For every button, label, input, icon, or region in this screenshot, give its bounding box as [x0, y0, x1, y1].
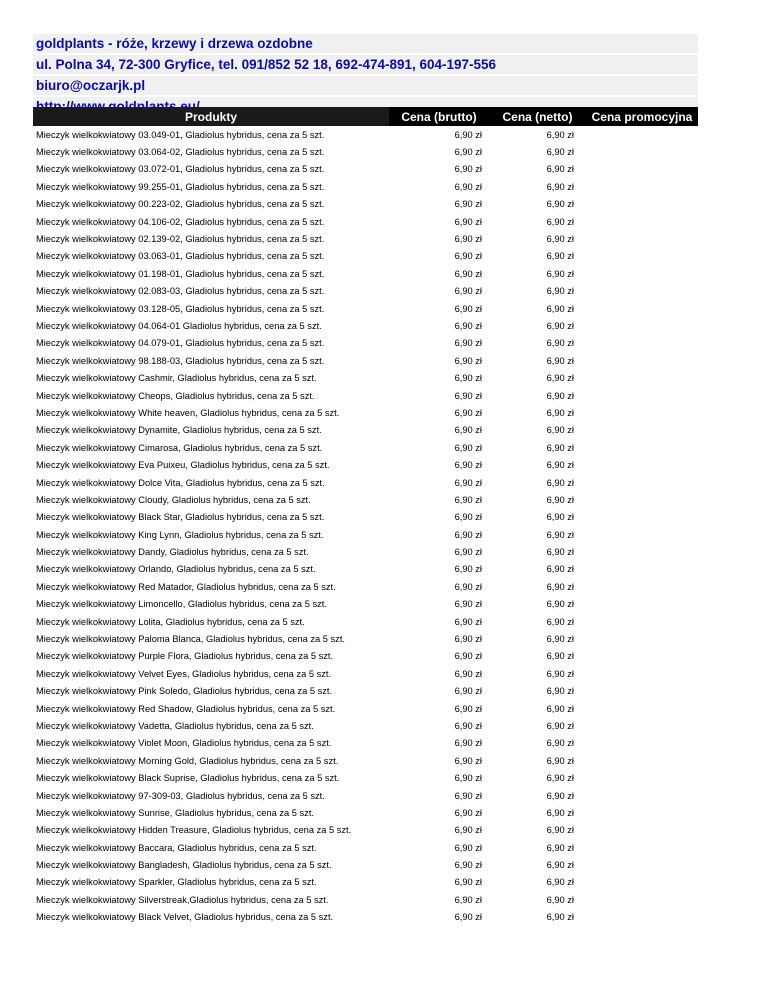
net-price-cell: 6,90 zł	[546, 216, 574, 227]
promo-price-cell	[586, 683, 698, 700]
net-price-cell: 6,90 zł	[546, 355, 574, 366]
promo-price-cell	[586, 856, 698, 873]
table-row	[33, 404, 698, 421]
net-price-cell: 6,90 zł	[546, 912, 574, 923]
table-row	[33, 352, 698, 369]
product-name-cell: Mieczyk wielkokwiatowy Hidden Treasure, Gladiolus hybridus, cena za 5 szt.	[36, 825, 352, 836]
product-name-cell: Mieczyk wielkokwiatowy 03.049-01, Gladiolus hybridus, cena za 5 szt.	[36, 129, 325, 140]
table-row	[33, 839, 698, 856]
product-name-cell: Mieczyk wielkokwiatowy Vadetta, Gladiolus hybridus, cena za 5 szt.	[36, 720, 314, 731]
column-header-net-price: Cena (netto)	[489, 107, 586, 126]
promo-price-cell	[586, 404, 698, 421]
promo-price-cell	[586, 422, 698, 439]
gross-price-cell: 6,90 zł	[454, 147, 482, 158]
net-price-cell: 6,90 zł	[546, 494, 574, 505]
net-price-cell: 6,90 zł	[546, 320, 574, 331]
table-row	[33, 196, 698, 213]
net-price-cell: 6,90 zł	[546, 790, 574, 801]
product-name-cell: Mieczyk wielkokwiatowy Dolce Vita, Gladiolus hybridus, cena za 5 szt.	[36, 477, 325, 488]
table-row	[33, 335, 698, 352]
net-price-cell: 6,90 zł	[546, 407, 574, 418]
net-price-cell: 6,90 zł	[546, 668, 574, 679]
table-row	[33, 317, 698, 334]
promo-price-cell	[586, 561, 698, 578]
promo-price-cell	[586, 578, 698, 595]
gross-price-cell: 6,90 zł	[454, 807, 482, 818]
promo-price-cell	[586, 387, 698, 404]
net-price-cell: 6,90 zł	[546, 268, 574, 279]
net-price-cell: 6,90 zł	[546, 755, 574, 766]
product-name-cell: Mieczyk wielkokwiatowy Cheops, Gladiolus hybridus, cena za 5 szt.	[36, 390, 315, 401]
net-price-cell: 6,90 zł	[546, 477, 574, 488]
gross-price-cell: 6,90 zł	[454, 512, 482, 523]
product-name-cell: Mieczyk wielkokwiatowy Violet Moon, Gladiolus hybridus, cena za 5 szt.	[36, 738, 332, 749]
header-block	[33, 34, 698, 118]
gross-price-cell: 6,90 zł	[454, 651, 482, 662]
table-row	[33, 526, 698, 543]
promo-price-cell	[586, 630, 698, 647]
product-name-cell: Mieczyk wielkokwiatowy Dynamite, Gladiolus hybridus, cena za 5 szt.	[36, 425, 322, 436]
promo-price-cell	[586, 283, 698, 300]
net-price-cell: 6,90 zł	[546, 147, 574, 158]
company-name: goldplants - róże, krzewy i drzewa ozdobne	[33, 34, 698, 53]
product-name-cell: Mieczyk wielkokwiatowy 03.063-01, Gladiolus hybridus, cena za 5 szt.	[36, 251, 325, 262]
column-header-promo-price: Cena promocyjna	[586, 107, 698, 126]
product-name-cell: Mieczyk wielkokwiatowy 03.072-01, Gladiolus hybridus, cena za 5 szt.	[36, 164, 325, 175]
gross-price-cell: 6,90 zł	[454, 720, 482, 731]
promo-price-cell	[586, 769, 698, 786]
product-name-cell: Mieczyk wielkokwiatowy 04.106-02, Gladiolus hybridus, cena za 5 szt.	[36, 216, 325, 227]
column-header-products: Produkty	[33, 107, 389, 126]
net-price-cell: 6,90 zł	[546, 634, 574, 645]
table-row	[33, 509, 698, 526]
net-price-cell: 6,90 zł	[546, 442, 574, 453]
promo-price-cell	[586, 665, 698, 682]
gross-price-cell: 6,90 zł	[454, 303, 482, 314]
product-name-cell: Mieczyk wielkokwiatowy Dandy, Gladiolus hybridus, cena za 5 szt.	[36, 547, 309, 558]
promo-price-cell	[586, 456, 698, 473]
gross-price-cell: 6,90 zł	[454, 738, 482, 749]
table-row	[33, 283, 698, 300]
gross-price-cell: 6,90 zł	[454, 286, 482, 297]
product-name-cell: Mieczyk wielkokwiatowy Velvet Eyes, Gladiolus hybridus, cena za 5 szt.	[36, 668, 332, 679]
gross-price-cell: 6,90 zł	[454, 338, 482, 349]
net-price-cell: 6,90 zł	[546, 720, 574, 731]
product-name-cell: Mieczyk wielkokwiatowy Sunrise, Gladiolus hybridus, cena za 5 szt.	[36, 807, 314, 818]
net-price-cell: 6,90 zł	[546, 860, 574, 871]
gross-price-cell: 6,90 zł	[454, 564, 482, 575]
gross-price-cell: 6,90 zł	[454, 616, 482, 627]
gross-price-cell: 6,90 zł	[454, 129, 482, 140]
gross-price-cell: 6,90 zł	[454, 320, 482, 331]
product-name-cell: Mieczyk wielkokwiatowy Sparkler, Gladiolus hybridus, cena za 5 szt.	[36, 877, 317, 888]
product-name-cell: Mieczyk wielkokwiatowy 03.064-02, Gladiolus hybridus, cena za 5 szt.	[36, 147, 325, 158]
promo-price-cell	[586, 491, 698, 508]
table-row	[33, 769, 698, 786]
table-row	[33, 735, 698, 752]
net-price-cell: 6,90 zł	[546, 512, 574, 523]
product-name-cell: Mieczyk wielkokwiatowy Cashmir, Gladiolus hybridus, cena za 5 szt.	[36, 373, 317, 384]
promo-price-cell	[586, 700, 698, 717]
net-price-cell: 6,90 zł	[546, 842, 574, 853]
product-name-cell: Mieczyk wielkokwiatowy King Lynn, Gladiolus hybridus, cena za 5 szt.	[36, 529, 324, 540]
table-row	[33, 422, 698, 439]
table-row	[33, 822, 698, 839]
table-row	[33, 630, 698, 647]
promo-price-cell	[586, 509, 698, 526]
net-price-cell: 6,90 zł	[546, 773, 574, 784]
product-name-cell: Mieczyk wielkokwiatowy Silverstreak,Gladiolus hybridus, cena za 5 szt.	[36, 894, 329, 905]
product-name-cell: Mieczyk wielkokwiatowy 03.128-05, Gladiolus hybridus, cena za 5 szt.	[36, 303, 325, 314]
net-price-cell: 6,90 zł	[546, 547, 574, 558]
promo-price-cell	[586, 717, 698, 734]
promo-price-cell	[586, 248, 698, 265]
table-row	[33, 874, 698, 891]
promo-price-cell	[586, 735, 698, 752]
table-row	[33, 161, 698, 178]
net-price-cell: 6,90 zł	[546, 825, 574, 836]
gross-price-cell: 6,90 zł	[454, 494, 482, 505]
table-row	[33, 456, 698, 473]
product-name-cell: Mieczyk wielkokwiatowy Black Velvet, Gladiolus hybridus, cena za 5 szt.	[36, 912, 334, 923]
table-row	[33, 683, 698, 700]
product-name-cell: Mieczyk wielkokwiatowy 04.079-01, Gladiolus hybridus, cena za 5 szt.	[36, 338, 325, 349]
net-price-cell: 6,90 zł	[546, 686, 574, 697]
table-body	[33, 126, 698, 926]
promo-price-cell	[586, 213, 698, 230]
promo-price-cell	[586, 596, 698, 613]
promo-price-cell	[586, 804, 698, 821]
table-row	[33, 717, 698, 734]
table-row	[33, 613, 698, 630]
gross-price-cell: 6,90 zł	[454, 825, 482, 836]
net-price-cell: 6,90 zł	[546, 199, 574, 210]
promo-price-cell	[586, 317, 698, 334]
table-row	[33, 561, 698, 578]
product-name-cell: Mieczyk wielkokwiatowy Morning Gold, Gladiolus hybridus, cena za 5 szt.	[36, 755, 339, 766]
gross-price-cell: 6,90 zł	[454, 234, 482, 245]
price-table	[33, 107, 698, 926]
promo-price-cell	[586, 126, 698, 143]
net-price-cell: 6,90 zł	[546, 703, 574, 714]
product-name-cell: Mieczyk wielkokwiatowy Orlando, Gladiolus hybridus, cena za 5 szt.	[36, 564, 316, 575]
gross-price-cell: 6,90 zł	[454, 547, 482, 558]
net-price-cell: 6,90 zł	[546, 373, 574, 384]
promo-price-cell	[586, 230, 698, 247]
promo-price-cell	[586, 369, 698, 386]
product-name-cell: Mieczyk wielkokwiatowy Purple Flora, Gladiolus hybridus, cena za 5 szt.	[36, 651, 334, 662]
table-row	[33, 126, 698, 143]
gross-price-cell: 6,90 zł	[454, 860, 482, 871]
promo-price-cell	[586, 648, 698, 665]
product-name-cell: Mieczyk wielkokwiatowy Baccara, Gladiolus hybridus, cena za 5 szt.	[36, 842, 317, 853]
gross-price-cell: 6,90 zł	[454, 164, 482, 175]
net-price-cell: 6,90 zł	[546, 234, 574, 245]
table-row	[33, 700, 698, 717]
net-price-cell: 6,90 zł	[546, 894, 574, 905]
table-row	[33, 909, 698, 926]
gross-price-cell: 6,90 zł	[454, 842, 482, 853]
gross-price-cell: 6,90 zł	[454, 912, 482, 923]
company-address: ul. Polna 34, 72-300 Gryfice, tel. 091/852 52 18, 692-474-891, 604-197-556	[33, 55, 698, 74]
gross-price-cell: 6,90 zł	[454, 529, 482, 540]
product-name-cell: Mieczyk wielkokwiatowy Cloudy, Gladiolus hybridus, cena za 5 szt.	[36, 494, 311, 505]
table-row	[33, 856, 698, 873]
table-row	[33, 648, 698, 665]
gross-price-cell: 6,90 zł	[454, 790, 482, 801]
table-row	[33, 596, 698, 613]
product-name-cell: Mieczyk wielkokwiatowy Pink Soledo, Gladiolus hybridus, cena za 5 szt.	[36, 686, 333, 697]
table-row	[33, 230, 698, 247]
table-row	[33, 265, 698, 282]
gross-price-cell: 6,90 zł	[454, 442, 482, 453]
gross-price-cell: 6,90 zł	[454, 755, 482, 766]
gross-price-cell: 6,90 zł	[454, 686, 482, 697]
promo-price-cell	[586, 909, 698, 926]
product-name-cell: Mieczyk wielkokwiatowy 04.064-01 Gladiolus hybridus, cena za 5 szt.	[36, 320, 322, 331]
gross-price-cell: 6,90 zł	[454, 425, 482, 436]
promo-price-cell	[586, 526, 698, 543]
promo-price-cell	[586, 161, 698, 178]
product-name-cell: Mieczyk wielkokwiatowy 01.198-01, Gladiolus hybridus, cena za 5 szt.	[36, 268, 325, 279]
promo-price-cell	[586, 265, 698, 282]
net-price-cell: 6,90 zł	[546, 877, 574, 888]
gross-price-cell: 6,90 zł	[454, 477, 482, 488]
gross-price-cell: 6,90 zł	[454, 268, 482, 279]
table-row	[33, 300, 698, 317]
table-row	[33, 891, 698, 908]
table-row	[33, 804, 698, 821]
table-row	[33, 213, 698, 230]
net-price-cell: 6,90 zł	[546, 181, 574, 192]
table-row	[33, 143, 698, 160]
table-header-row	[33, 107, 698, 126]
promo-price-cell	[586, 143, 698, 160]
product-name-cell: Mieczyk wielkokwiatowy Eva Puixeu, Gladiolus hybridus, cena za 5 szt.	[36, 460, 330, 471]
net-price-cell: 6,90 zł	[546, 599, 574, 610]
table-row	[33, 474, 698, 491]
table-row	[33, 178, 698, 195]
product-name-cell: Mieczyk wielkokwiatowy 98.188-03, Gladiolus hybridus, cena za 5 szt.	[36, 355, 325, 366]
promo-price-cell	[586, 874, 698, 891]
net-price-cell: 6,90 zł	[546, 286, 574, 297]
net-price-cell: 6,90 zł	[546, 425, 574, 436]
promo-price-cell	[586, 613, 698, 630]
product-name-cell: Mieczyk wielkokwiatowy Red Matador, Gladiolus hybridus, cena za 5 szt.	[36, 581, 336, 592]
product-name-cell: Mieczyk wielkokwiatowy Limoncello, Gladiolus hybridus, cena za 5 szt.	[36, 599, 327, 610]
net-price-cell: 6,90 zł	[546, 738, 574, 749]
gross-price-cell: 6,90 zł	[454, 355, 482, 366]
product-name-cell: Mieczyk wielkokwiatowy 99.255-01, Gladiolus hybridus, cena za 5 szt.	[36, 181, 325, 192]
table-row	[33, 491, 698, 508]
product-name-cell: Mieczyk wielkokwiatowy Black Suprise, Gladiolus hybridus, cena za 5 szt.	[36, 773, 340, 784]
net-price-cell: 6,90 zł	[546, 581, 574, 592]
product-name-cell: Mieczyk wielkokwiatowy 00.223-02, Gladiolus hybridus, cena za 5 szt.	[36, 199, 325, 210]
gross-price-cell: 6,90 zł	[454, 773, 482, 784]
gross-price-cell: 6,90 zł	[454, 216, 482, 227]
product-name-cell: Mieczyk wielkokwiatowy Bangladesh, Gladiolus hybridus, cena za 5 szt.	[36, 860, 332, 871]
net-price-cell: 6,90 zł	[546, 303, 574, 314]
promo-price-cell	[586, 822, 698, 839]
net-price-cell: 6,90 zł	[546, 390, 574, 401]
product-name-cell: Mieczyk wielkokwiatowy Paloma Blanca, Gladiolus hybridus, cena za 5 szt.	[36, 634, 345, 645]
product-name-cell: Mieczyk wielkokwiatowy Lolita, Gladiolus hybridus, cena za 5 szt.	[36, 616, 305, 627]
net-price-cell: 6,90 zł	[546, 460, 574, 471]
promo-price-cell	[586, 474, 698, 491]
product-name-cell: Mieczyk wielkokwiatowy Cimarosa, Gladiolus hybridus, cena za 5 szt.	[36, 442, 323, 453]
product-name-cell: Mieczyk wielkokwiatowy 97-309-03, Gladiolus hybridus, cena za 5 szt.	[36, 790, 325, 801]
gross-price-cell: 6,90 zł	[454, 599, 482, 610]
table-row	[33, 387, 698, 404]
gross-price-cell: 6,90 zł	[454, 199, 482, 210]
promo-price-cell	[586, 543, 698, 560]
table-row	[33, 578, 698, 595]
gross-price-cell: 6,90 zł	[454, 581, 482, 592]
gross-price-cell: 6,90 zł	[454, 634, 482, 645]
promo-price-cell	[586, 196, 698, 213]
net-price-cell: 6,90 zł	[546, 564, 574, 575]
gross-price-cell: 6,90 zł	[454, 407, 482, 418]
table-row	[33, 248, 698, 265]
promo-price-cell	[586, 439, 698, 456]
net-price-cell: 6,90 zł	[546, 164, 574, 175]
product-name-cell: Mieczyk wielkokwiatowy Red Shadow, Gladiolus hybridus, cena za 5 szt.	[36, 703, 336, 714]
promo-price-cell	[586, 752, 698, 769]
product-name-cell: Mieczyk wielkokwiatowy 02.139-02, Gladiolus hybridus, cena za 5 szt.	[36, 234, 325, 245]
net-price-cell: 6,90 zł	[546, 616, 574, 627]
gross-price-cell: 6,90 zł	[454, 460, 482, 471]
promo-price-cell	[586, 300, 698, 317]
product-name-cell: Mieczyk wielkokwiatowy White heaven, Gladiolus hybridus, cena za 5 szt.	[36, 407, 340, 418]
table-row	[33, 665, 698, 682]
gross-price-cell: 6,90 zł	[454, 668, 482, 679]
net-price-cell: 6,90 zł	[546, 807, 574, 818]
table-row	[33, 439, 698, 456]
promo-price-cell	[586, 352, 698, 369]
column-header-gross-price: Cena (brutto)	[389, 107, 489, 126]
gross-price-cell: 6,90 zł	[454, 390, 482, 401]
gross-price-cell: 6,90 zł	[454, 877, 482, 888]
promo-price-cell	[586, 891, 698, 908]
table-row	[33, 787, 698, 804]
gross-price-cell: 6,90 zł	[454, 703, 482, 714]
gross-price-cell: 6,90 zł	[454, 894, 482, 905]
promo-price-cell	[586, 839, 698, 856]
gross-price-cell: 6,90 zł	[454, 373, 482, 384]
promo-price-cell	[586, 335, 698, 352]
table-row	[33, 369, 698, 386]
net-price-cell: 6,90 zł	[546, 338, 574, 349]
net-price-cell: 6,90 zł	[546, 529, 574, 540]
gross-price-cell: 6,90 zł	[454, 181, 482, 192]
gross-price-cell: 6,90 zł	[454, 251, 482, 262]
product-name-cell: Mieczyk wielkokwiatowy Black Star, Gladiolus hybridus, cena za 5 szt.	[36, 512, 325, 523]
promo-price-cell	[586, 178, 698, 195]
company-email: biuro@oczarjk.pl	[33, 76, 698, 95]
net-price-cell: 6,90 zł	[546, 651, 574, 662]
table-row	[33, 543, 698, 560]
promo-price-cell	[586, 787, 698, 804]
product-name-cell: Mieczyk wielkokwiatowy 02.083-03, Gladiolus hybridus, cena za 5 szt.	[36, 286, 325, 297]
net-price-cell: 6,90 zł	[546, 129, 574, 140]
table-row	[33, 752, 698, 769]
net-price-cell: 6,90 zł	[546, 251, 574, 262]
